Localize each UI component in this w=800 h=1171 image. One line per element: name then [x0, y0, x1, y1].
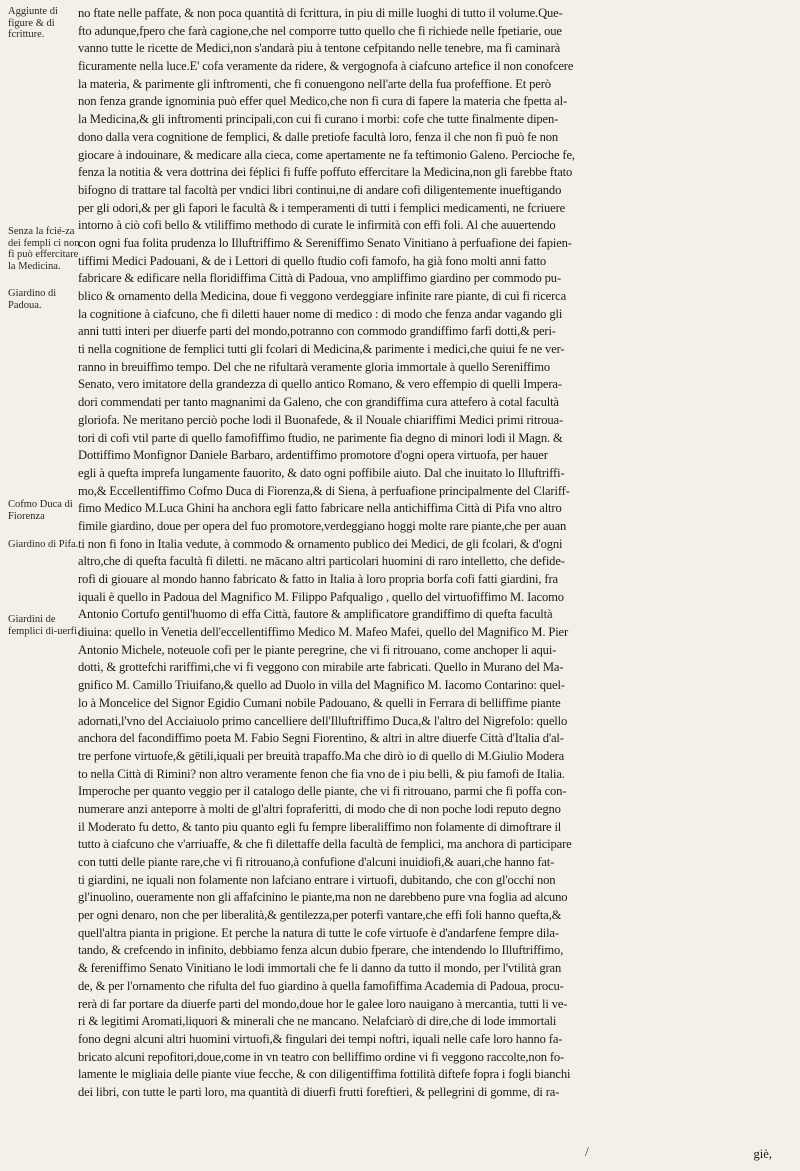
text-line: tutto à ciafcuno che v'arriuaffe, & che fi dilettaffe della facultà de femplici, ma anchora di participare — [78, 837, 572, 852]
ink-mark: / — [585, 1145, 589, 1160]
text-line: Imperoche per quanto veggio per il catalogo delle piante, che vi fi ritrouano, parmi che fi poffa con- — [78, 784, 567, 799]
text-line: egli à quefta imprefa lungamente fauorito, & dato ogni poffibile aiuto. Dal che inuitato lo Illuftriffi- — [78, 465, 565, 480]
text-line: lamente le migliaia delle piante viue fecche, & con diligentiffima fottilità diftefe fopra i fogli bianchi — [78, 1067, 571, 1082]
text-line: per ogni denaro, non che per liberalità,& gentilezza,per poterfi vantare,che effi foli hanno quefta,& — [78, 908, 562, 923]
text-line: tando, & crefcendo in infinito, debbiamo fenza alcun dubio fperare, che intendendo lo Illuftriffimo, — [78, 943, 564, 958]
text-line: anni tutti interi per diuerfe parti del mondo,potranno con commodo grandiffimo farfi dotti,& peri- — [78, 324, 556, 339]
text-line: con ogni fua folita prudenza lo Illuftriffimo & Sereniffimo Senato Vinitiano à perfuafione dei fapien- — [78, 235, 572, 250]
text-line: intorno à ciò cofi bello & vtiliffimo methodo di curate le infirmità con effi foli. Al che auuertendo — [78, 218, 556, 233]
text-line: lo à Moncelice del Signor Egidio Cumani nobile Padouano, & quelli in Ferrara di belliffime piante — [78, 695, 561, 710]
text-line: adornati,l'vno del Acciaiuolo primo cancelliere dell'Illuftriffimo Duca,& l'altro del Nigrefolo: quello — [78, 713, 568, 728]
text-line: gnifico M. Camillo Triuifano,& quello ad Duolo in villa del Magnifico M. Iacomo Contarino: quel- — [78, 678, 565, 693]
text-line: gloriofa. Ne meritano perciò poche lodi il Buonafede, & il Nouale chiariffimi Medici primi ritroua- — [78, 412, 564, 427]
text-line: vanno tutte le ricette de Medici,non s'andarà piu à tentone cefpitando nelle tenebre, ma fi caminarà — [78, 41, 561, 56]
text-line: tiffimi Medici Padouani, & de i Lettori di quello ftudio cofi famofo, ha già fono molti anni fatto — [78, 253, 547, 268]
text-line: & fereniffimo Senato Vinitiano le lodi immortali che fe li danno da tutto il mondo, per l'vtilità gran — [78, 961, 562, 976]
margin-note: Senza la fcié-za dei fempli ci non fi può effercitare la Medicina. — [8, 226, 80, 272]
text-line: mo,& Eccellentiffimo Cofmo Duca di Fiorenza,& di Siena, à perfuafione principalmente del Clariff- — [78, 483, 570, 498]
text-line: rerà di far portare da diuerfe parti del mondo,doue hor le galee loro nauigano à mercantia, tutti li ve- — [78, 996, 568, 1011]
text-line: dono dalla vera cognitione de femplici, & dalle pretiofe facultà loro, fenza il che non fi può fe non — [78, 129, 559, 144]
text-line: diuina: quello in Venetia dell'eccellentiffimo Medico M. Mafeo Mafei, quello del Magnifico M. Pier — [78, 625, 569, 640]
text-line: ranno in breuiffimo tempo. Del che ne rifultarà veramente gloria immortale à quello Sereniffimo — [78, 359, 551, 374]
margin-note: Giardino di Padoua. — [8, 288, 57, 311]
text-line: de, & per l'ornamento che rifulta del fuo giardino à quella famofiffima Academia di Padoua, procu- — [78, 978, 564, 993]
text-line: fenza la notitia & vera dottrina dei féplici fi fuffe poffuto effercitare la Medicina,non gli farebbe ftato — [78, 165, 573, 180]
marginalia-column — [8, 0, 78, 1171]
text-line: fono degni alcuni altri huomini virtuofi,& fingulari dei tempi noftri, iquali nelle cafe loro hanno fa- — [78, 1031, 563, 1046]
text-line: ri & legitimi Aromati,liquori & minerali che ne mancano. Nelafciarò di dire,che di lode immortali — [78, 1014, 557, 1029]
text-line: fto adunque,fpero che farà cagione,che nel comporre tutto quello che fi richiede nelle fpetiarie, oue — [78, 23, 562, 38]
text-line: per gli odori,& per gli fapori le facultà & i temperamenti di tutti i femplici medicamenti, ne fcriuere — [78, 200, 566, 215]
text-line: ficuramente nella luce.E' cofa veramente da ridere, & vergognofa à ciafcuno artefice il non conofcere — [78, 59, 574, 74]
text-line: no ftate nelle paffate, & non poca quantità di fcrittura, in piu di mille luoghi di tutto il volume.Que- — [78, 6, 563, 20]
text-line: fimile giardino, doue per opera del fuo promotore,verdeggiano hoggi molte rare piante,che per auan — [78, 518, 567, 533]
text-line: ti nella cognitione de femplici tutti gli fcolari di Medicina,& parimente i medici,che quiui fe ne ver- — [78, 342, 565, 357]
text-line: fimo Medico M.Luca Ghini ha anchora egli fatto fabricare nella antichiffima Città di Pifa vno altro — [78, 501, 562, 516]
text-line: to nella Città di Rimini? non altro veramente fenon che fia vno de i piu belli, & piu famofi de Italia. — [78, 766, 565, 781]
text-line: gl'inuolino, oueramente non gli affafcinino le piante,ma non ne darebbeno pure vna foglia ad alcuno — [78, 890, 568, 905]
text-line: rofi di giouare al mondo hanno fabricato & fatto in Italia à loro propria borfa cofi fatti giardini, fra — [78, 572, 558, 586]
text-line: ti non fi fono in Italia vedute, à commodo & ornamento publico dei Medici, de gli fcolari, & d'ogni — [78, 536, 563, 551]
text-line: tre perfone virtuofe,& gētili,iquali per breuità trapaffo.Ma che dirò io di quello di M.Giulio Modera — [78, 748, 565, 763]
text-line: Antonio Cortufo gentil'huomo di effa Città, fautore & amplificatore grandiffimo di quefta facultà — [78, 607, 553, 622]
text-line: Antonio Michele, noteuole cofi per le piante peregrine, che vi fi ritrouano, come anchoper li aqui- — [78, 642, 557, 657]
margin-note: Cofmo Duca di Fiorenza — [8, 499, 73, 522]
text-line: anchora del facondiffimo poeta M. Fabio Segni Fiorentino, & altri in altre diuerfe Città d'Italia d'al- — [78, 731, 564, 746]
text-line: numerare anzi anteporre à molti de gl'altri fopraferitti, di modo che di non poche lodi reputo degno — [78, 801, 561, 816]
text-line: Dottiffimo Monfignor Daniele Barbaro, ardentiffimo promotore d'ogni opera virtuofa, per hauer — [78, 448, 548, 463]
text-line: iquali è quello in Padoua del Magnifico M. Filippo Pafqualigo , quello del virtuofiffimo M. Iacomo — [78, 589, 564, 604]
text-line: altro,che di quefta facultà fi diletti. ne mācano altri particolari huomini di raro intelletto, che defide- — [78, 554, 565, 569]
text-line: dori commendati per tanto magnanimi da Galeno, che con grandiffima cura attefero à cotal facultà — [78, 395, 559, 410]
text-line: la materia, & parimente gli inftromenti, che fi conuengono nell'arte della fua profeffione. Et però — [78, 76, 551, 91]
catchword: giè, — [753, 1147, 772, 1161]
text-line: la cognitione à ciafcuno, che fi diletti hauer nome di medico : di modo che fenza andar vagando gli — [78, 306, 563, 321]
text-line: dotti, & grottefchi rariffimi,che vi fi veggono con mirabile arte fabricati. Quello in Murano del Ma- — [78, 660, 564, 675]
text-line: tori di cofi vtil parte di quello famofiffimo ftudio, ne parimente fia degno di minori lodi il Magn. & — [78, 430, 563, 445]
body-text — [78, 5, 786, 1102]
text-line: blico & ornamento della Medicina, doue fi veggono verdeggiare infinite rare piante, di cui fi ricerca — [78, 289, 567, 303]
text-line: non fenza grande ignominia può effer quel Medico,che non fi cura di fapere la materia che fpetta al- — [78, 94, 567, 109]
text-line: giocare à indouinare, & medicare alla cieca, come apertamente ne fa teftimonio Galeno. Percioche fe, — [78, 147, 575, 162]
margin-note: Aggiunte di figure & di fcritture. — [8, 6, 58, 40]
text-line: con tutti delle piante rare,che vi fi ritrouano,à confufione d'alcuni inuidiofi,& auari,che hanno fat- — [78, 855, 555, 869]
margin-note: Giardino di Pifa. — [8, 539, 79, 550]
text-line: bricato alcuni repofitori,doue,come in vn teatro con belliffimo ordine vi fi veggono raccolte,non fo- — [78, 1049, 565, 1064]
text-line: ti giardini, ne iquali non folamente non lafciano entrare i virtuofi, dubitando, che con gl'occhi non — [78, 872, 556, 887]
text-line: il Moderato fu detto, & tanto piu quanto egli fu fempre liberaliffimo non folamente di dimoftrare il — [78, 819, 562, 834]
text-line: Senato, vero imitatore della grandezza di quello antico Romano, & vero effempio di quelli Impera- — [78, 377, 562, 392]
margin-note: Giardini de femplici di-uerfi. — [8, 614, 80, 637]
text-line: la Medicina,& gli inftromenti principali,con cui fi curano i morbi: cofe che tutte finalmente dipen- — [78, 112, 559, 127]
text-line: bifogno di trattare tal facoltà per vndici libri continui,ne di andare cofi diligentemente inueftigando — [78, 182, 562, 197]
text-line: quell'altra pianta in prigione. Et perche la natura di tutte le cofe virtuofe è d'andarfene fempre dila- — [78, 925, 559, 940]
text-line: dei libri, con tutte le parti loro, ma quantità di diuerfi frutti foreftieri, & pellegrini di gomme, di ra- — [78, 1084, 560, 1099]
text-line: fabricare & edificare nella floridiffima Città di Padoua, vno ampliffimo giardino per commodo pu- — [78, 271, 561, 286]
